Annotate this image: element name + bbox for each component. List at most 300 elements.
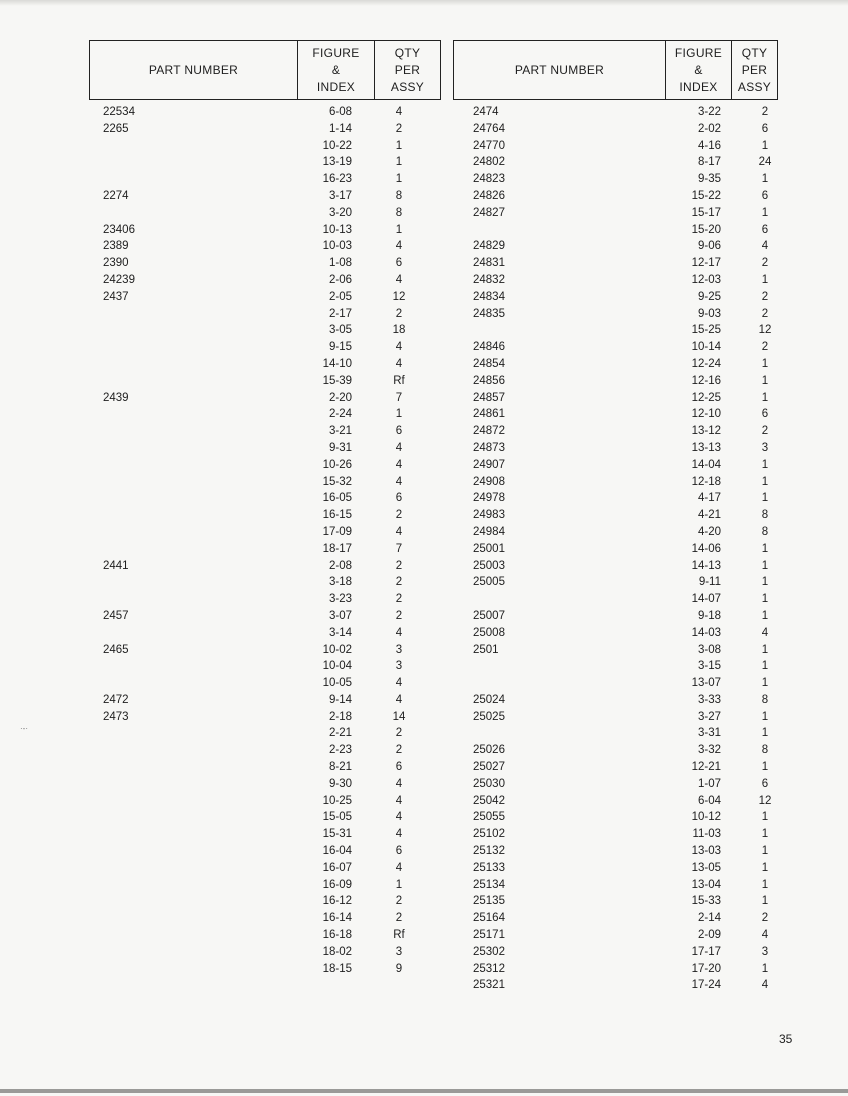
qty-cell: 8 — [395, 189, 403, 202]
header-qty-per-assy: QTY PER ASSY — [374, 41, 440, 99]
figure-index-cell: 9-35 — [697, 173, 721, 186]
figure-index-cell: 15-39 — [322, 374, 352, 387]
table-row — [103, 558, 423, 575]
figure-index-cell: 2-08 — [328, 559, 352, 572]
table-row — [473, 625, 773, 642]
figure-index-cell: 13-13 — [691, 441, 721, 454]
figure-index-cell: 12-03 — [691, 273, 721, 286]
table-row — [103, 490, 423, 507]
part-number-cell: 24873 — [473, 441, 505, 454]
figure-index-cell: 2-20 — [328, 391, 352, 404]
table-row — [473, 541, 773, 558]
table-row — [473, 104, 773, 121]
qty-cell: 7 — [395, 391, 403, 404]
part-number-cell: 25135 — [473, 895, 505, 908]
qty-cell: 1 — [761, 878, 769, 891]
figure-index-cell: 11-03 — [692, 828, 721, 841]
table-row — [103, 138, 423, 155]
figure-index-cell: 16-14 — [322, 912, 352, 925]
figure-index-cell: 3-15 — [697, 660, 721, 673]
table-row — [103, 910, 423, 927]
table-row — [103, 356, 423, 373]
figure-index-cell: 12-25 — [691, 391, 721, 404]
qty-cell: 1 — [761, 643, 769, 656]
table-row — [103, 524, 423, 541]
qty-cell: 2 — [395, 744, 403, 757]
table-row — [103, 171, 423, 188]
qty-cell: 12 — [758, 324, 772, 337]
qty-cell: 1 — [761, 593, 769, 606]
qty-cell: 4 — [395, 777, 403, 790]
table-row — [103, 826, 423, 843]
qty-cell: 1 — [761, 206, 769, 219]
qty-cell: 2 — [395, 593, 403, 606]
table-row — [103, 642, 423, 659]
table-row — [473, 860, 773, 877]
qty-cell: 24 — [758, 156, 772, 169]
table-row — [103, 725, 423, 742]
qty-cell: 6 — [395, 761, 403, 774]
figure-index-cell: 16-05 — [322, 492, 352, 505]
figure-index-cell: 3-27 — [697, 710, 721, 723]
figure-index-cell: 10-22 — [322, 139, 352, 152]
qty-cell: 1 — [761, 609, 769, 622]
figure-index-cell: 13-19 — [322, 156, 352, 169]
qty-cell: 8 — [395, 206, 403, 219]
part-number-cell: 25171 — [473, 929, 505, 942]
figure-index-cell: 15-20 — [691, 223, 721, 236]
table-row — [473, 843, 773, 860]
figure-index-cell: 10-14 — [691, 341, 721, 354]
part-number-cell: 24835 — [473, 307, 505, 320]
figure-index-cell: 6-08 — [328, 106, 352, 118]
figure-index-cell: 10-05 — [322, 677, 352, 690]
table-row — [473, 507, 773, 524]
qty-cell: 1 — [761, 811, 769, 824]
qty-cell: 1 — [761, 660, 769, 673]
part-number-cell: 2437 — [103, 290, 129, 303]
table-row — [103, 944, 423, 961]
figure-index-cell: 15-05 — [322, 811, 352, 824]
part-number-cell: 24834 — [473, 290, 505, 303]
header-part-number: PART NUMBER — [148, 62, 239, 77]
table-row — [103, 608, 423, 625]
figure-index-cell: 10-12 — [691, 811, 721, 824]
figure-index-cell: 18-15 — [322, 962, 352, 975]
part-number-cell: 24832 — [473, 273, 505, 286]
table-row — [103, 272, 423, 289]
table-row — [473, 826, 773, 843]
part-number-cell: 24802 — [473, 156, 505, 169]
table-row — [103, 893, 423, 910]
figure-index-cell: 3-08 — [697, 643, 721, 656]
table-row — [103, 306, 423, 323]
part-number-cell: 22534 — [103, 106, 135, 118]
figure-index-cell: 4-20 — [697, 525, 721, 538]
table-row — [473, 490, 773, 507]
figure-index-cell: 8-17 — [697, 156, 721, 169]
table-row — [473, 574, 773, 591]
qty-cell: 4 — [761, 240, 769, 253]
table-row — [103, 205, 423, 222]
part-number-cell: 24861 — [473, 408, 505, 421]
qty-cell: 6 — [395, 425, 403, 438]
part-number-cell: 24239 — [103, 273, 135, 286]
qty-cell: 4 — [395, 475, 403, 488]
part-number-cell: 2265 — [103, 122, 129, 135]
qty-cell: 14 — [392, 710, 406, 723]
qty-cell: 6 — [395, 492, 403, 505]
qty-cell: 1 — [761, 861, 769, 874]
part-number-cell: 24827 — [473, 206, 505, 219]
figure-index-cell: 9-06 — [697, 240, 721, 253]
qty-cell: 1 — [761, 895, 769, 908]
table-row — [103, 373, 423, 390]
qty-cell: 18 — [392, 324, 406, 337]
table-row — [473, 927, 773, 944]
qty-cell: 6 — [761, 223, 769, 236]
figure-index-cell: 15-17 — [691, 206, 721, 219]
part-number-cell: 24823 — [473, 173, 505, 186]
figure-index-cell: 13-03 — [691, 845, 721, 858]
figure-index-cell: 2-21 — [328, 727, 352, 740]
qty-cell: 2 — [761, 425, 769, 438]
qty-cell: 1 — [761, 845, 769, 858]
qty-cell: 1 — [761, 173, 769, 186]
figure-index-cell: 9-31 — [328, 441, 352, 454]
figure-index-cell: 9-03 — [697, 307, 721, 320]
part-number-cell: 25133 — [473, 861, 505, 874]
qty-cell: 6 — [761, 408, 769, 421]
part-number-cell: 23406 — [103, 223, 135, 236]
part-number-cell: 25302 — [473, 945, 505, 958]
part-number-cell: 25007 — [473, 609, 505, 622]
table-row — [103, 709, 423, 726]
page-number: 35 — [779, 1032, 793, 1046]
part-number-cell: 24857 — [473, 391, 505, 404]
figure-index-cell: 12-18 — [691, 475, 721, 488]
qty-cell: 3 — [395, 643, 403, 656]
figure-index-cell: 16-12 — [322, 895, 352, 908]
qty-cell: 2 — [761, 290, 769, 303]
qty-cell: 2 — [395, 576, 403, 589]
figure-index-cell: 2-05 — [328, 290, 352, 303]
qty-cell: 1 — [761, 828, 769, 841]
figure-index-cell: 2-09 — [697, 929, 721, 942]
table-row — [473, 558, 773, 575]
figure-index-cell: 12-16 — [691, 374, 721, 387]
table-row — [473, 238, 773, 255]
table-row — [103, 793, 423, 810]
part-number-cell: 24829 — [473, 240, 505, 253]
table-row — [103, 121, 423, 138]
header-part-number: PART NUMBER — [514, 62, 605, 77]
qty-cell: 9 — [395, 962, 403, 975]
figure-index-cell: 13-05 — [691, 861, 721, 874]
figure-index-cell: 9-11 — [698, 576, 721, 589]
qty-cell: 1 — [761, 475, 769, 488]
figure-index-cell: 14-03 — [691, 626, 721, 639]
part-number-cell: 24764 — [473, 122, 505, 135]
table-row — [473, 171, 773, 188]
part-number-cell: 25008 — [473, 626, 505, 639]
table-row — [103, 574, 423, 591]
part-number-cell: 24770 — [473, 139, 505, 152]
table-row — [473, 524, 773, 541]
table-row — [473, 776, 773, 793]
qty-cell: 3 — [395, 660, 403, 673]
table-row — [473, 406, 773, 423]
qty-cell: 4 — [761, 626, 769, 639]
part-number-cell: 25042 — [473, 794, 505, 807]
qty-cell: 6 — [761, 777, 769, 790]
qty-cell: 1 — [761, 761, 769, 774]
figure-index-cell: 2-02 — [697, 122, 721, 135]
figure-index-cell: 6-04 — [697, 794, 721, 807]
qty-cell: 2 — [761, 912, 769, 925]
figure-index-cell: 1-14 — [328, 122, 352, 135]
part-number-cell: 25001 — [473, 542, 505, 555]
figure-index-cell: 16-09 — [322, 878, 352, 891]
table-row — [473, 188, 773, 205]
figure-index-cell: 9-25 — [697, 290, 721, 303]
qty-cell: 4 — [395, 240, 403, 253]
qty-cell: 8 — [761, 525, 769, 538]
table-row — [103, 843, 423, 860]
table-row — [473, 809, 773, 826]
figure-index-cell: 2-17 — [328, 307, 352, 320]
qty-cell: 2 — [395, 727, 403, 740]
part-number-cell: 2457 — [103, 609, 129, 622]
qty-cell: Rf — [393, 929, 405, 942]
part-number-cell: 24856 — [473, 374, 505, 387]
qty-cell: 1 — [761, 374, 769, 387]
figure-index-cell: 10-03 — [322, 240, 352, 253]
figure-index-cell: 3-05 — [328, 324, 352, 337]
figure-index-cell: 10-04 — [322, 660, 352, 673]
figure-index-cell: 13-07 — [691, 677, 721, 690]
part-number-cell: 25030 — [473, 777, 505, 790]
part-number-cell: 25024 — [473, 693, 505, 706]
qty-cell: 4 — [395, 811, 403, 824]
table-row — [103, 860, 423, 877]
qty-cell: 4 — [395, 273, 403, 286]
part-number-cell: 25164 — [473, 912, 505, 925]
figure-index-cell: 13-04 — [691, 878, 721, 891]
figure-index-cell: 3-33 — [697, 693, 721, 706]
figure-index-cell: 9-30 — [328, 777, 352, 790]
qty-cell: 12 — [392, 290, 406, 303]
qty-cell: 6 — [395, 257, 403, 270]
figure-index-cell: 9-15 — [328, 341, 352, 354]
figure-index-cell: 15-22 — [691, 189, 721, 202]
figure-index-cell: 3-32 — [697, 744, 721, 757]
table-row — [473, 121, 773, 138]
qty-cell: 6 — [761, 122, 769, 135]
table-row — [103, 255, 423, 272]
table-row — [103, 390, 423, 407]
part-number-cell: 24872 — [473, 425, 505, 438]
qty-cell: 1 — [395, 408, 403, 421]
table-row — [473, 692, 773, 709]
figure-index-cell: 2-18 — [328, 710, 352, 723]
qty-cell: 2 — [395, 307, 403, 320]
table-row — [103, 759, 423, 776]
figure-index-cell: 2-14 — [697, 912, 721, 925]
figure-index-cell: 3-23 — [328, 593, 352, 606]
table-header-right — [453, 40, 778, 100]
part-number-cell: 2439 — [103, 391, 129, 404]
part-number-cell: 2274 — [103, 189, 129, 202]
header-qty-per-assy: QTY PER ASSY — [731, 41, 777, 99]
table-row — [103, 289, 423, 306]
figure-index-cell: 16-15 — [322, 509, 352, 522]
parts-list-right — [473, 104, 773, 994]
table-row — [103, 591, 423, 608]
part-number-cell: 24908 — [473, 475, 505, 488]
table-row — [473, 306, 773, 323]
table-row — [473, 356, 773, 373]
table-row — [473, 154, 773, 171]
part-number-cell: 2474 — [473, 106, 499, 118]
qty-cell: 4 — [761, 979, 769, 992]
part-number-cell: 2441 — [103, 559, 129, 572]
part-number-cell: 25003 — [473, 559, 505, 572]
qty-cell: 2 — [395, 912, 403, 925]
qty-cell: 8 — [761, 509, 769, 522]
part-number-cell: 24854 — [473, 357, 505, 370]
figure-index-cell: 10-26 — [322, 458, 352, 471]
table-row — [103, 809, 423, 826]
part-number-cell: 24983 — [473, 509, 505, 522]
qty-cell: 1 — [395, 156, 403, 169]
figure-index-cell: 3-31 — [697, 727, 721, 740]
qty-cell: 1 — [761, 492, 769, 505]
qty-cell: 2 — [395, 509, 403, 522]
table-row — [103, 222, 423, 239]
part-number-cell: 25055 — [473, 811, 505, 824]
qty-cell: 1 — [761, 576, 769, 589]
table-row — [103, 322, 423, 339]
qty-cell: 4 — [395, 106, 403, 118]
figure-index-cell: 14-04 — [691, 458, 721, 471]
figure-index-cell: 3-22 — [697, 106, 721, 118]
table-row — [103, 423, 423, 440]
qty-cell: 2 — [395, 609, 403, 622]
qty-cell: 4 — [395, 828, 403, 841]
qty-cell: 4 — [395, 441, 403, 454]
table-row — [103, 675, 423, 692]
figure-index-cell: 18-02 — [322, 945, 352, 958]
qty-cell: 1 — [395, 223, 403, 236]
qty-cell: 1 — [761, 391, 769, 404]
part-number-cell: 25026 — [473, 744, 505, 757]
table-row — [473, 591, 773, 608]
table-row — [473, 390, 773, 407]
figure-index-cell: 10-13 — [322, 223, 352, 236]
part-number-cell: 25025 — [473, 710, 505, 723]
table-row — [103, 104, 423, 121]
qty-cell: 8 — [761, 744, 769, 757]
figure-index-cell: 15-33 — [691, 895, 721, 908]
qty-cell: 1 — [761, 727, 769, 740]
figure-index-cell: 3-18 — [328, 576, 352, 589]
figure-index-cell: 2-23 — [328, 744, 352, 757]
table-row — [103, 541, 423, 558]
qty-cell: 4 — [395, 458, 403, 471]
figure-index-cell: 10-02 — [322, 643, 352, 656]
figure-index-cell: 16-04 — [322, 845, 352, 858]
table-row — [473, 893, 773, 910]
part-number-cell: 25102 — [473, 828, 505, 841]
parts-list-left — [103, 104, 423, 977]
table-row — [473, 977, 773, 994]
qty-cell: 1 — [761, 710, 769, 723]
table-row — [473, 205, 773, 222]
figure-index-cell: 12-24 — [691, 357, 721, 370]
table-row — [473, 608, 773, 625]
qty-cell: 3 — [761, 945, 769, 958]
header-figure-index: FIGURE & INDEX — [665, 41, 731, 99]
qty-cell: 2 — [395, 559, 403, 572]
table-row — [103, 238, 423, 255]
table-row — [473, 742, 773, 759]
qty-cell: 1 — [395, 139, 403, 152]
qty-cell: 1 — [761, 458, 769, 471]
figure-index-cell: 12-17 — [691, 257, 721, 270]
figure-index-cell: 14-13 — [691, 559, 721, 572]
figure-index-cell: 4-17 — [697, 492, 721, 505]
figure-index-cell: 9-18 — [697, 609, 721, 622]
table-row — [473, 457, 773, 474]
qty-cell: 4 — [395, 525, 403, 538]
table-row — [473, 877, 773, 894]
figure-index-cell: 3-17 — [328, 189, 352, 202]
figure-index-cell: 1-08 — [328, 257, 352, 270]
qty-cell: 4 — [395, 794, 403, 807]
qty-cell: 6 — [761, 189, 769, 202]
table-row — [103, 406, 423, 423]
table-header-left — [89, 40, 441, 100]
qty-cell: 1 — [395, 173, 403, 186]
table-row — [473, 423, 773, 440]
figure-index-cell: 14-10 — [322, 357, 352, 370]
table-row — [103, 625, 423, 642]
table-row — [473, 725, 773, 742]
table-row — [473, 944, 773, 961]
figure-index-cell: 3-21 — [328, 425, 352, 438]
table-row — [473, 272, 773, 289]
figure-index-cell: 16-07 — [322, 861, 352, 874]
qty-cell: 2 — [761, 307, 769, 320]
qty-cell: 4 — [395, 693, 403, 706]
qty-cell: 1 — [761, 559, 769, 572]
header-figure-index: FIGURE & INDEX — [297, 41, 374, 99]
table-row — [103, 154, 423, 171]
qty-cell: 2 — [761, 257, 769, 270]
part-number-cell: 2473 — [103, 710, 129, 723]
table-row — [103, 507, 423, 524]
part-number-cell: 2472 — [103, 693, 129, 706]
part-number-cell: 25312 — [473, 962, 505, 975]
table-row — [103, 776, 423, 793]
table-row — [473, 440, 773, 457]
table-row — [103, 742, 423, 759]
table-row — [473, 222, 773, 239]
figure-index-cell: 14-07 — [691, 593, 721, 606]
qty-cell: Rf — [393, 374, 405, 387]
table-row — [473, 759, 773, 776]
